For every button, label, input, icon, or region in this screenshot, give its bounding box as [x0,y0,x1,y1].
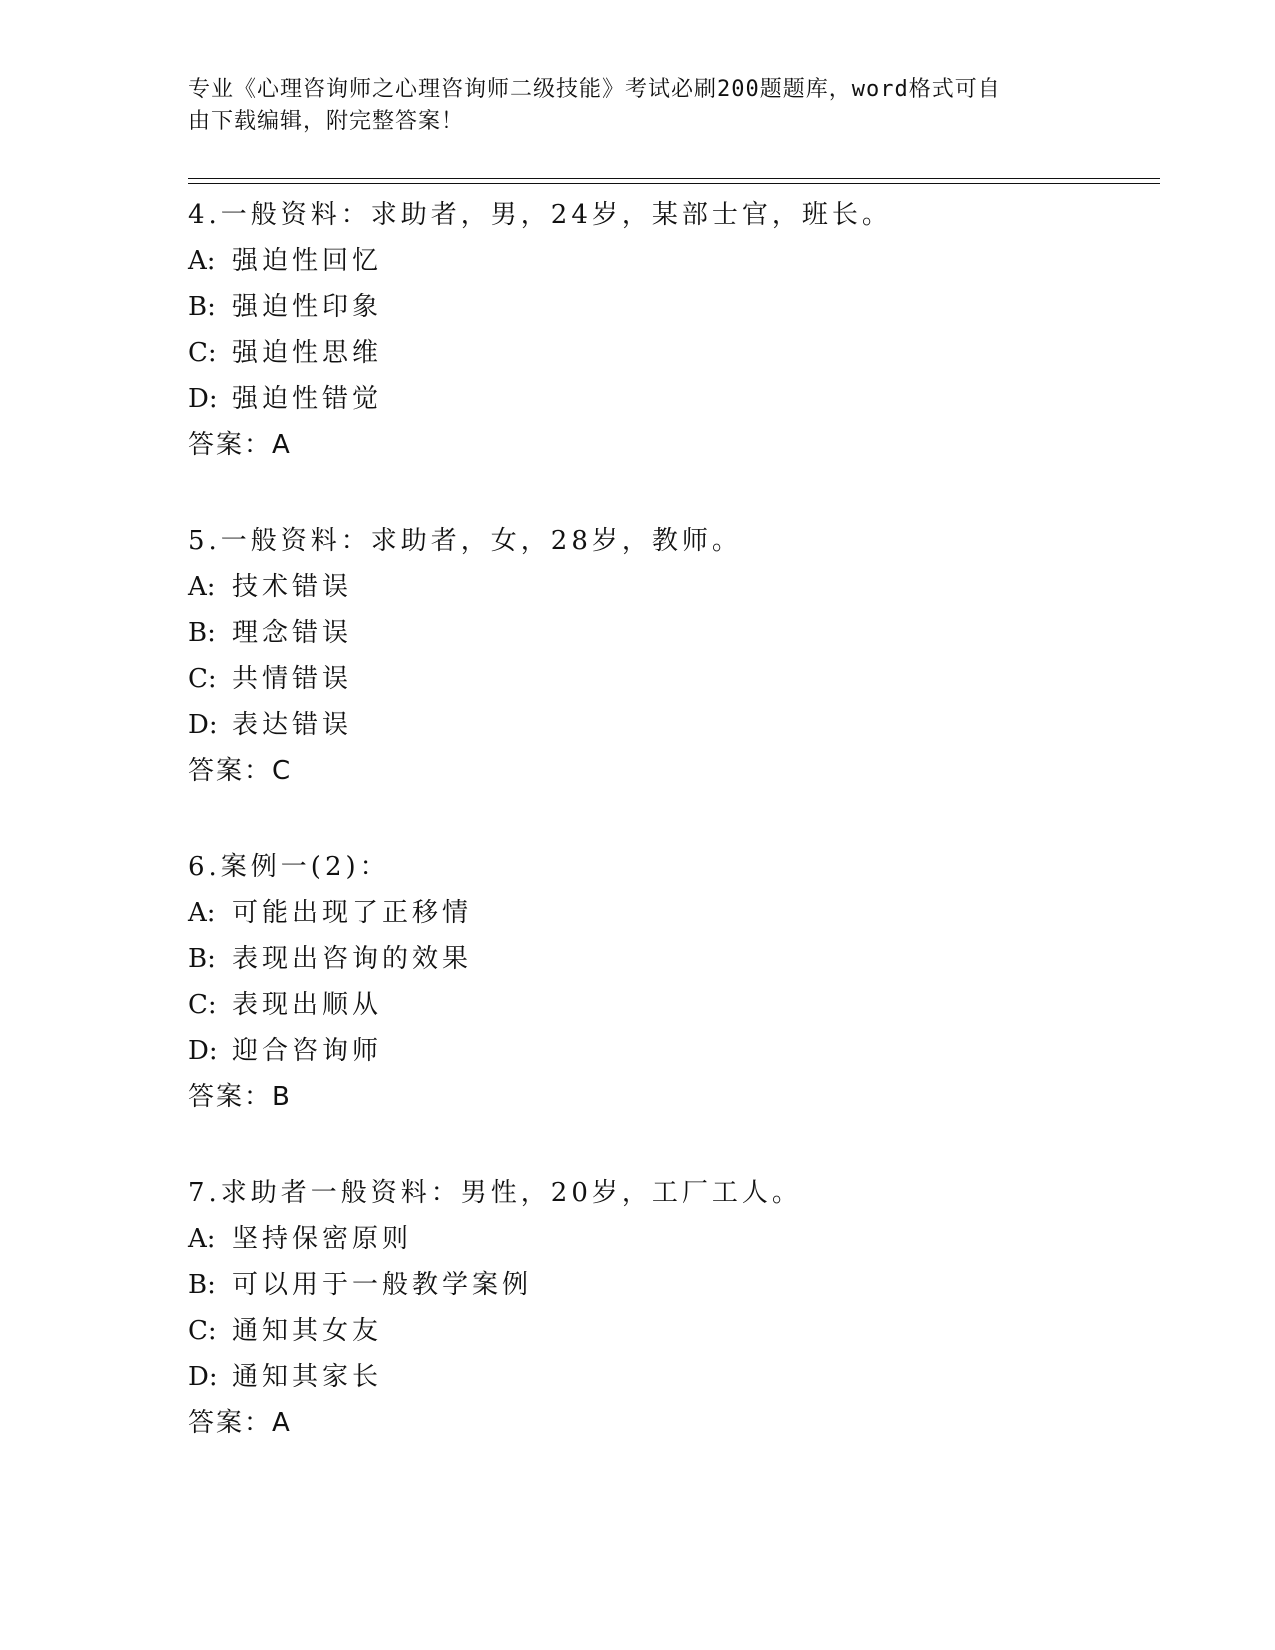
question-stem: 7.求助者一般资料：男性，20岁，工厂工人。 [188,1178,802,1208]
option-a [188,238,1168,284]
option-key: C: [188,990,217,1020]
option-d [188,702,1168,748]
option-text: 强迫性印象 [232,292,383,322]
option-key: B: [188,618,216,648]
option-text: 坚持保密原则 [232,1224,413,1254]
option-key: A: [188,898,216,928]
answer: 答案：C [188,756,293,786]
option-c [188,656,1168,702]
answer: 答案：A [188,1408,292,1438]
option-text: 可以用于一般教学案例 [232,1270,533,1300]
option-text: 表现出顺从 [232,990,383,1020]
option-d [188,376,1168,422]
option-text: 表达错误 [232,710,353,740]
option-key: C: [188,664,217,694]
option-key: D: [188,384,218,414]
option-key: D: [188,1362,218,1392]
option-a [188,564,1168,610]
question-6 [188,844,1168,1120]
option-c [188,330,1168,376]
option-key: C: [188,1316,217,1346]
option-text: 技术错误 [232,572,353,602]
option-text: 通知其女友 [232,1316,383,1346]
option-key: B: [188,944,216,974]
header-divider-top [188,178,1160,179]
option-text: 可能出现了正移情 [232,898,473,928]
option-text: 共情错误 [232,664,353,694]
header-divider-bottom [188,183,1160,184]
question-stem: 6.案例一(2)： [188,852,390,882]
header-line-1: 专业《心理咨询师之心理咨询师二级技能》考试必刷200题题库，word格式可自 [188,77,1001,102]
header-line-2: 由下载编辑，附完整答案！ [188,109,465,134]
option-key: A: [188,572,216,602]
option-d [188,1028,1168,1074]
option-text: 通知其家长 [232,1362,383,1392]
option-c [188,982,1168,1028]
question-stem: 5.一般资料：求助者，女，28岁，教师。 [188,526,742,556]
option-text: 表现出咨询的效果 [232,944,473,974]
option-text: 理念错误 [232,618,353,648]
option-key: B: [188,1270,216,1300]
option-d [188,1354,1168,1400]
option-b [188,936,1168,982]
question-7 [188,1170,1168,1446]
option-a [188,1216,1168,1262]
option-key: A: [188,246,216,276]
option-text: 强迫性思维 [232,338,383,368]
answer: 答案：A [188,430,292,460]
option-b [188,1262,1168,1308]
document-header [188,74,1068,138]
option-c [188,1308,1168,1354]
option-text: 迎合咨询师 [232,1036,383,1066]
question-5 [188,518,1168,794]
option-key: B: [188,292,216,322]
option-key: D: [188,1036,218,1066]
question-stem: 4.一般资料：求助者，男，24岁，某部士官，班长。 [188,200,892,230]
option-a [188,890,1168,936]
option-b [188,610,1168,656]
option-text: 强迫性错觉 [232,384,383,414]
option-b [188,284,1168,330]
question-4 [188,192,1168,468]
option-text: 强迫性回忆 [232,246,383,276]
answer: 答案：B [188,1082,292,1112]
option-key: D: [188,710,218,740]
option-key: C: [188,338,217,368]
option-key: A: [188,1224,216,1254]
question-list [188,192,1168,1446]
